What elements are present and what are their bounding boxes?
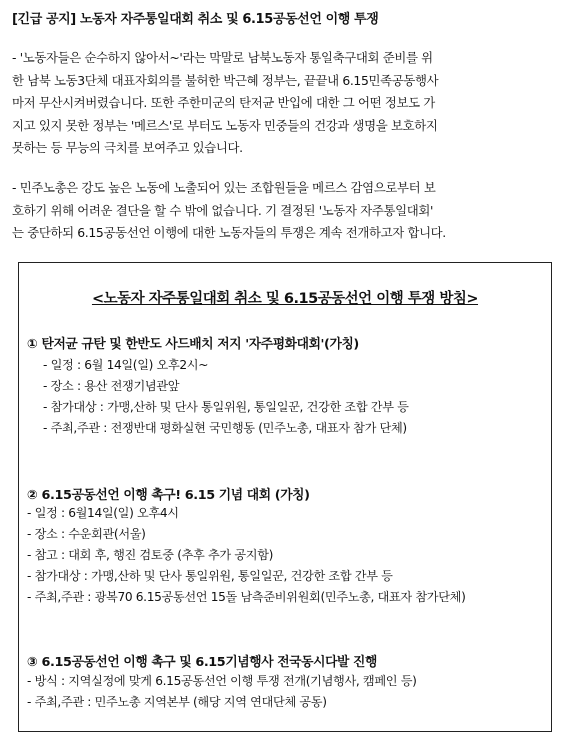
paragraph-line: 한 남북 노동3단체 대표자회의를 불허한 박근혜 정부는, 끝끝내 6.15민족공동행사	[12, 72, 439, 88]
paragraph-line: - 민주노총은 강도 높은 노동에 노출되어 있는 조합원들을 메르스 감염으로부터 보	[12, 180, 436, 195]
section-2-item: - 참가대상 : 가맹,산하 및 단사 통일위원, 통일일꾼, 건강한 조합 간부 등	[27, 569, 393, 583]
section-3-item: - 주최,주관 : 민주노총 지역본부 (해당 지역 연대단체 공동)	[27, 695, 327, 709]
section-1-item: - 참가대상 : 가맹,산하 및 단사 통일위원, 통일일꾼, 건강한 조합 간부 등	[43, 400, 409, 414]
paragraph-line: - '노동자들은 순수하지 않아서~'라는 막말로 남북노동자 통일축구대회 준비를 위	[12, 50, 433, 65]
section-1-heading: ① 탄저균 규탄 및 한반도 사드배치 저지 '자주평화대회'(가칭)	[27, 337, 359, 352]
box-title: <노동자 자주통일대회 취소 및 6.15공동선언 이행 투쟁 방침>	[91, 291, 479, 307]
section-3-item: - 방식 : 지역실정에 맞게 6.15공동선언 이행 투쟁 전개(기념행사, 캠페인 등)	[27, 674, 417, 688]
paragraph-line: 못하는 등 무능의 극치를 보여주고 있습니다.	[12, 140, 243, 155]
intro-paragraph	[12, 47, 552, 160]
struggle-plan-box	[18, 262, 552, 732]
paragraph-line: 호하기 위해 어려운 결단을 할 수 밖에 없습니다. 기 결정된 '노동자 자주통일대회'	[12, 202, 433, 218]
section-1-item: - 일정 : 6월 14일(일) 오후2시~	[43, 358, 209, 372]
section-3-heading: ③ 6.15공동선언 이행 촉구 및 6.15기념행사 전국동시다발 진행	[27, 655, 377, 670]
paragraph-line: 는 중단하되 6.15공동선언 이행에 대한 노동자들의 투쟁은 계속 전개하고자 합니다.	[12, 225, 446, 240]
section-2-item: - 장소 : 수운회관(서울)	[27, 527, 146, 541]
section-2-item: - 참고 : 대회 후, 행진 검토중 (추후 추가 공지함)	[27, 548, 274, 562]
decision-paragraph	[12, 177, 552, 245]
paragraph-line: 마저 무산시켜버렸습니다. 또한 주한미군의 탄저균 반입에 대한 그 어떤 정보도 가	[12, 95, 435, 110]
section-1-item: - 장소 : 용산 전쟁기념관앞	[43, 379, 180, 393]
section-2-heading: ② 6.15공동선언 이행 촉구! 6.15 기념 대회 (가칭)	[27, 488, 310, 503]
section-2-item: - 주최,주관 : 광복70 6.15공동선언 15돌 남측준비위원회(민주노총, 대표자 참가단체)	[27, 590, 466, 604]
section-2-item: - 일정 : 6월14일(일) 오후4시	[27, 506, 179, 520]
section-1-item: - 주최,주관 : 전쟁반대 평화실현 국민행동 (민주노총, 대표자 참가 단체)	[43, 421, 407, 435]
paragraph-line: 지고 있지 못한 정부는 '메르스'로 부터도 노동자 민중들의 건강과 생명을 보호하지	[12, 117, 438, 133]
document-title: [긴급 공지] 노동자 자주통일대회 취소 및 6.15공동선언 이행 투쟁	[12, 12, 379, 27]
